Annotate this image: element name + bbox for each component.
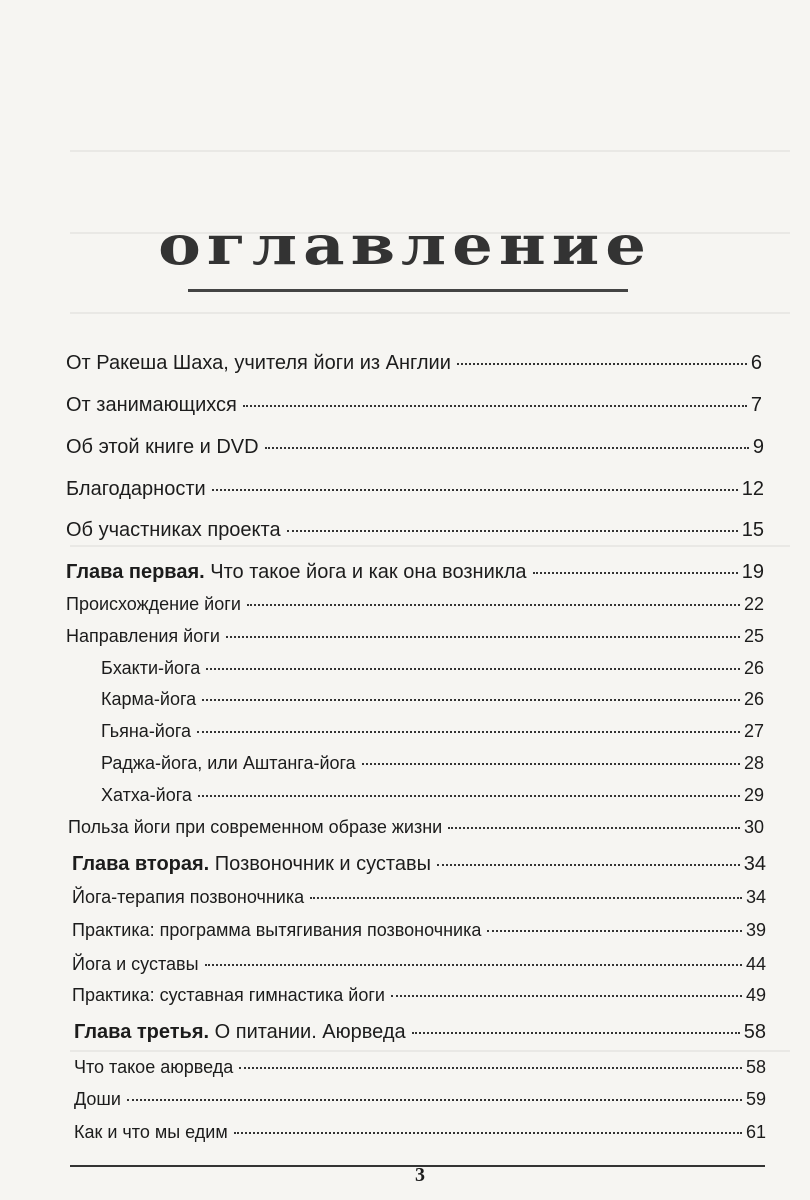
entry-page: 26 [743,658,764,678]
dot-leader [287,530,738,532]
chapter-label: Глава вторая. [72,853,210,875]
entry-page: 61 [745,1122,766,1142]
dot-leader [310,897,742,899]
toc-entry[interactable] [72,985,766,1006]
toc-subentry[interactable] [101,753,764,774]
toc-entry[interactable] [74,1089,766,1110]
dot-leader [362,763,740,765]
toc-entry[interactable] [66,352,762,375]
toc-entry[interactable] [72,954,766,975]
toc-entry[interactable] [72,887,766,908]
entry-label: Направления йоги [66,626,220,646]
entry-label: От занимающихся [66,394,237,416]
entry-label: Как и что мы едим [74,1122,228,1142]
toc-chapter-entry[interactable] [66,561,764,584]
dot-leader [239,1067,742,1069]
chapter-label: Глава первая. [66,561,205,583]
entry-page: 25 [743,626,764,646]
entry-label: Происхождение йоги [66,594,241,614]
dot-leader [206,668,740,670]
entry-page: 22 [743,594,764,614]
entry-label: Что такое аюрведа [74,1057,234,1077]
toc-entry[interactable] [66,519,764,542]
entry-label: Гьяна-йога [101,721,192,741]
dot-leader [265,447,749,449]
entry-page: 9 [752,436,764,458]
toc-title: оглавление [158,213,652,278]
entry-page: 39 [745,920,766,940]
toc-entry[interactable] [68,817,764,838]
entry-label: Позвоночник и суставы [209,853,431,875]
toc-entry[interactable] [74,1122,766,1143]
toc-subentry[interactable] [101,785,764,806]
toc-subentry[interactable] [101,658,764,679]
toc-entry[interactable] [72,920,766,941]
entry-label: Йога и суставы [72,954,199,974]
entry-page: 15 [741,519,764,541]
entry-label: Йога-терапия позвоночника [72,887,305,907]
dot-leader [457,363,747,365]
entry-page: 58 [743,1021,766,1043]
dot-leader [243,405,747,407]
entry-label: Доши [74,1089,121,1109]
entry-page: 12 [741,478,764,500]
dot-leader [391,995,742,997]
dot-leader [127,1099,742,1101]
toc-entry[interactable] [66,626,764,647]
toc-entry[interactable] [66,436,764,459]
entry-page: 19 [741,561,764,583]
toc-entry[interactable] [66,394,762,417]
entry-label: Практика: программа вытягивания позвоночника [72,920,482,940]
entry-label: Хатха-йога [101,785,192,805]
entry-label: Об этой книге и DVD [66,436,259,458]
toc-entry[interactable] [66,594,764,615]
dot-leader [202,699,740,701]
entry-page: 27 [743,721,764,741]
dot-leader [205,964,742,966]
toc-chapter-entry[interactable] [72,853,766,876]
page-number: 3 [415,1164,425,1186]
dot-leader [412,1032,740,1034]
dot-leader [533,572,738,574]
entry-page: 30 [743,817,764,837]
entry-page: 34 [743,853,766,875]
toc-subentry[interactable] [101,721,764,742]
dot-leader [198,795,740,797]
entry-page: 6 [750,352,762,374]
dot-leader [487,930,742,932]
entry-page: 7 [750,394,762,416]
dot-leader [212,489,738,491]
entry-label: Об участниках проекта [66,519,281,541]
dot-leader [197,731,740,733]
entry-label: Благодарности [66,478,206,500]
entry-label: О питании. Аюрведа [209,1021,406,1043]
entry-page: 28 [743,753,764,773]
entry-page: 29 [743,785,764,805]
toc-entry[interactable] [74,1057,766,1078]
dot-leader [247,604,740,606]
toc-chapter-entry[interactable] [74,1021,766,1044]
entry-label: Практика: суставная гимнастика йоги [72,985,385,1005]
entry-label: Раджа-йога, или Аштанга-йога [101,753,356,773]
entry-label: Бхакти-йога [101,658,201,678]
entry-page: 34 [745,887,766,907]
entry-page: 26 [743,689,764,709]
toc-subentry[interactable] [101,689,764,710]
chapter-label: Глава третья. [74,1021,210,1043]
dot-leader [437,864,740,866]
dot-leader [234,1132,742,1134]
entry-page: 49 [745,985,766,1005]
entry-page: 44 [745,954,766,974]
dot-leader [226,636,740,638]
entry-page: 58 [745,1057,766,1077]
entry-label: Что такое йога и как она возникла [204,561,527,583]
entry-label: От Ракеша Шаха, учителя йоги из Англии [66,352,451,374]
entry-page: 59 [745,1089,766,1109]
dot-leader [448,827,740,829]
entry-label: Польза йоги при современном образе жизни [68,817,443,837]
entry-label: Карма-йога [101,689,197,709]
toc-entry[interactable] [66,478,764,501]
